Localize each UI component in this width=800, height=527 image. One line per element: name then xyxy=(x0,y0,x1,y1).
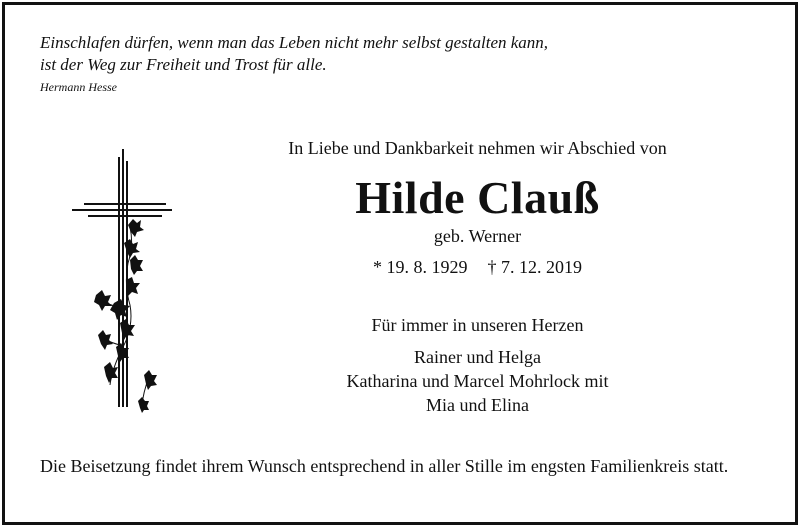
burial-note: Die Beisetzung findet ihrem Wunsch entsprechend in aller Stille im engsten Familienkreis statt. xyxy=(40,456,729,476)
quote xyxy=(40,32,548,76)
mourner-line: Mia und Elina xyxy=(426,395,529,415)
birth-date: * 19. 8. 1929 xyxy=(373,257,468,277)
birth-name: geb. Werner xyxy=(433,226,522,246)
deceased-name: Hilde Clauß xyxy=(355,172,600,223)
mourners-list xyxy=(200,345,755,417)
motto: Für immer in unseren Herzen xyxy=(371,315,584,335)
quote-author: Hermann Hesse xyxy=(40,80,117,94)
death-date: † 7. 12. 2019 xyxy=(487,257,582,277)
quote-line: Einschlafen dürfen, wenn man das Leben nicht mehr selbst gestalten kann, xyxy=(40,33,549,52)
mourner-line: Katharina und Marcel Mohrlock mit xyxy=(346,371,609,391)
life-dates xyxy=(200,257,755,278)
quote-line: ist der Weg zur Freiheit und Trost für alle. xyxy=(40,55,327,74)
intro-text: In Liebe und Dankbarkeit nehmen wir Abschied von xyxy=(288,138,667,158)
mourner-line: Rainer und Helga xyxy=(414,347,541,367)
cross-with-ivy-icon xyxy=(68,145,180,415)
